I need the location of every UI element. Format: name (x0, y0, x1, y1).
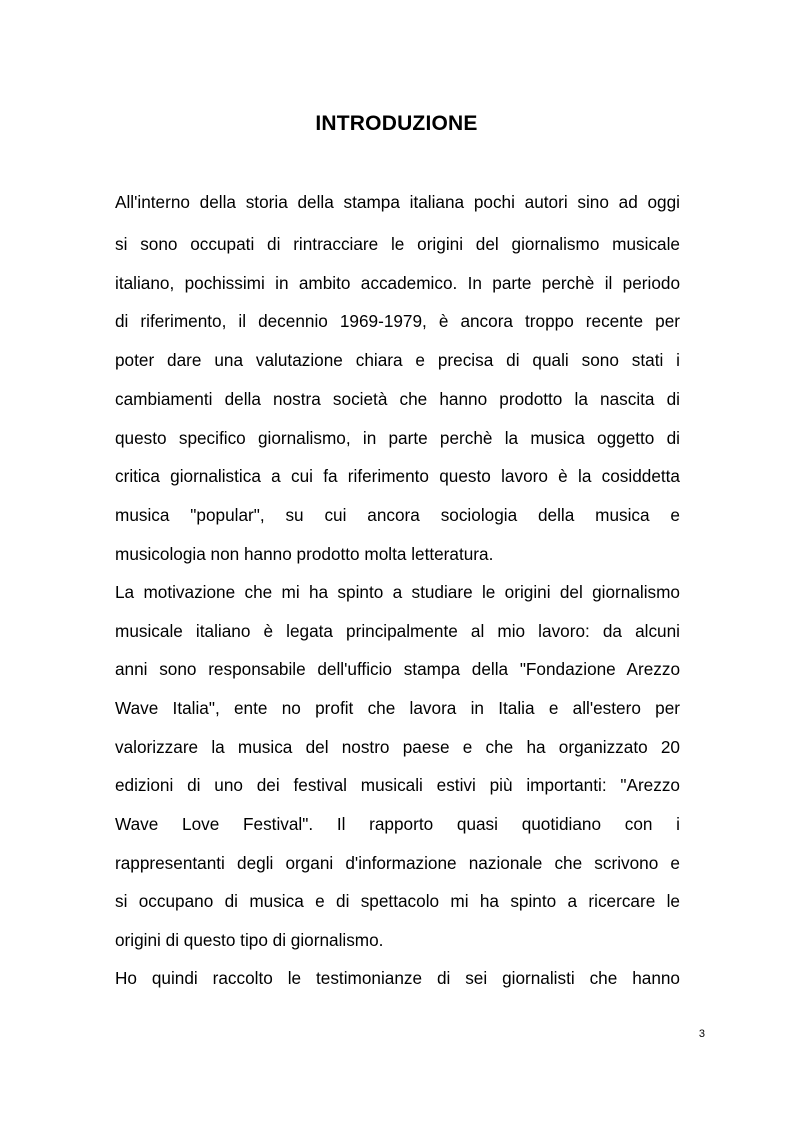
body-line: musicologia non hanno prodotto molta letteratura. (115, 544, 494, 564)
body-line: edizioni di uno dei festival musicali estivi più importanti: "Arezzo (115, 775, 680, 795)
body-line: di riferimento, il decennio 1969-1979, è ancora troppo recente per (115, 311, 680, 331)
body-line: poter dare una valutazione chiara e precisa di quali sono stati i (115, 350, 680, 370)
body-line: valorizzare la musica del nostro paese e che ha organizzato 20 (115, 737, 680, 757)
body-line: anni sono responsabile dell'ufficio stampa della "Fondazione Arezzo (115, 659, 680, 679)
body-line: Wave Love Festival". Il rapporto quasi quotidiano con i (115, 814, 680, 834)
body-line: critica giornalistica a cui fa riferimento questo lavoro è la cosiddetta (115, 466, 680, 486)
page-title: INTRODUZIONE (315, 112, 478, 135)
body-line: All'interno della storia della stampa italiana pochi autori sino ad oggi (115, 192, 680, 212)
body-line: origini di questo tipo di giornalismo. (115, 930, 384, 950)
body-line: cambiamenti della nostra società che hanno prodotto la nascita di (115, 389, 680, 409)
body-line: si sono occupati di rintracciare le origini del giornalismo musicale (115, 234, 680, 254)
body-line: rappresentanti degli organi d'informazione nazionale che scrivono e (115, 853, 680, 873)
page-number: 3 (698, 1028, 705, 1040)
body-line: questo specifico giornalismo, in parte perchè la musica oggetto di (115, 428, 680, 448)
body-line: si occupano di musica e di spettacolo mi ha spinto a ricercare le (115, 891, 680, 911)
body-line: musica "popular", su cui ancora sociologia della musica e (115, 505, 680, 525)
body-line: italiano, pochissimi in ambito accademico. In parte perchè il periodo (115, 273, 680, 293)
body-line: Wave Italia", ente no profit che lavora in Italia e all'estero per (115, 698, 680, 718)
body-line: musicale italiano è legata principalmente al mio lavoro: da alcuni (115, 621, 680, 641)
body-line: La motivazione che mi ha spinto a studiare le origini del giornalismo (115, 582, 680, 602)
body-line: Ho quindi raccolto le testimonianze di sei giornalisti che hanno (115, 968, 680, 988)
